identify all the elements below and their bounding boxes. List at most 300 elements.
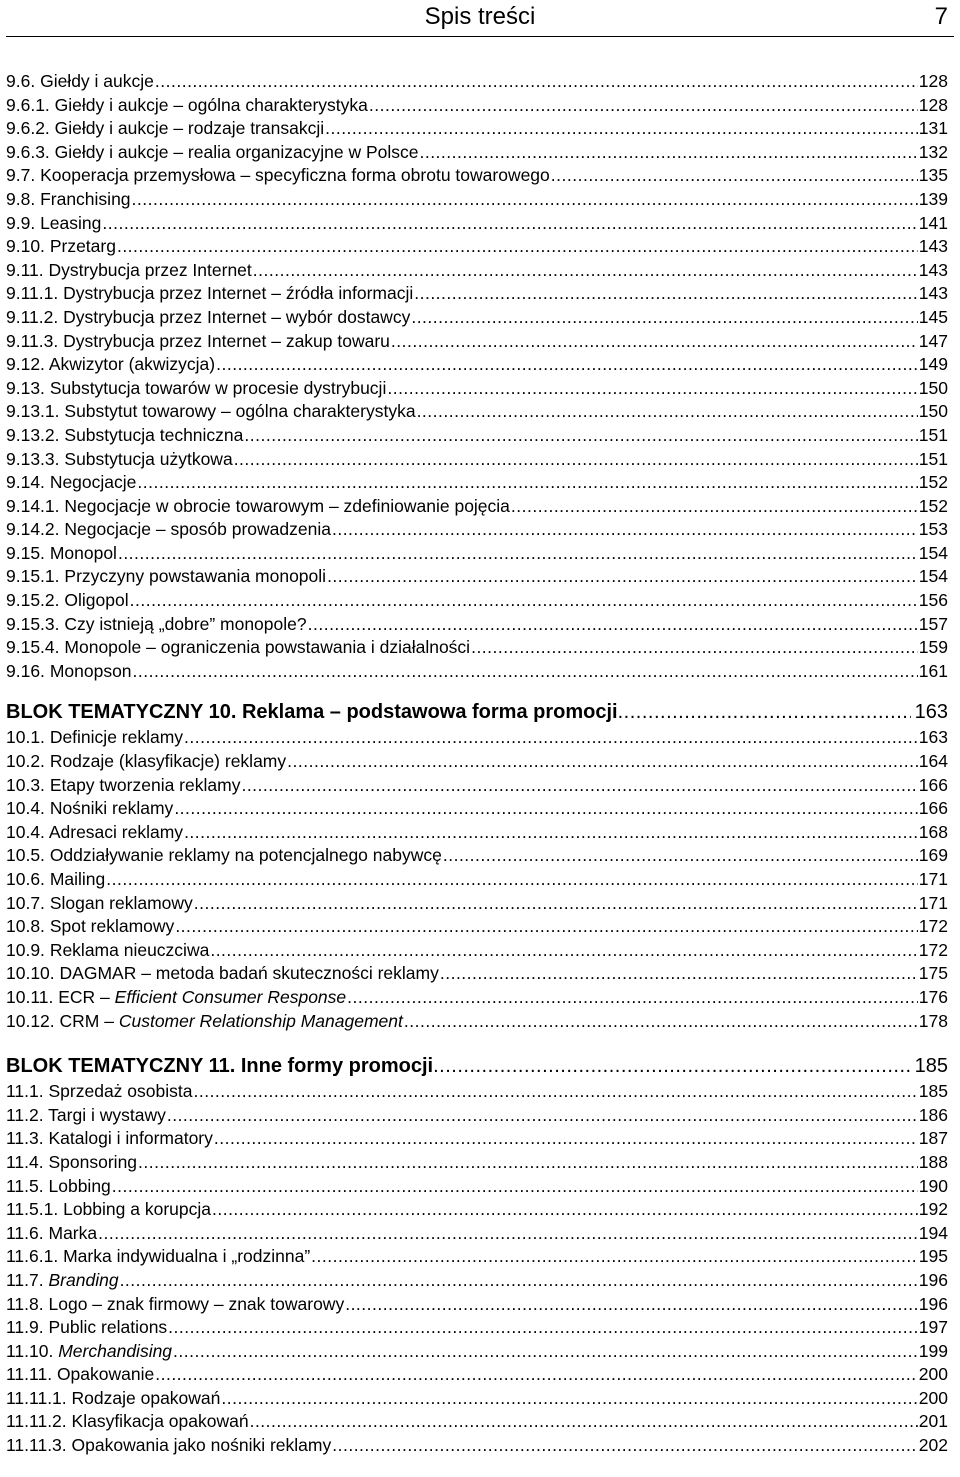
toc-entry-page: 192	[918, 1199, 948, 1220]
toc-entry-title	[6, 400, 417, 424]
toc-entry-number: 11.4.	[6, 1151, 44, 1172]
toc-entry-text: Akwizytor (akwizycja)	[48, 354, 216, 375]
toc-entry-title	[6, 821, 184, 845]
toc-entry-title	[6, 212, 102, 236]
toc-entry[interactable]	[6, 939, 948, 963]
toc-entry-page: 128	[918, 71, 948, 91]
toc-entry[interactable]	[6, 1198, 948, 1222]
toc-entry[interactable]	[6, 424, 948, 448]
toc-entry-text: Leasing	[40, 212, 102, 233]
toc-entry-text: Sprzedaż osobista	[48, 1081, 193, 1102]
toc-entry-page: 186	[918, 1104, 948, 1125]
toc-entry-title	[6, 1387, 221, 1411]
toc-entry[interactable]	[6, 1104, 948, 1128]
toc-entry-title	[6, 1175, 112, 1199]
toc-entry-number: 9.16.	[6, 660, 45, 681]
section-10-list	[6, 726, 948, 1033]
toc-entry[interactable]	[6, 844, 948, 868]
toc-entry-page: 169	[918, 845, 948, 866]
toc-entry-title	[6, 565, 327, 589]
toc-entry[interactable]	[6, 282, 948, 306]
toc-entry-number: 11.11.3.	[6, 1435, 67, 1456]
toc-entry-page: 164	[918, 751, 948, 772]
toc-entry-title	[6, 188, 132, 212]
dot-leader	[173, 1340, 918, 1364]
toc-entry[interactable]	[6, 330, 948, 354]
toc-entry-text: Przetarg	[49, 236, 116, 257]
dot-leader	[440, 962, 918, 986]
toc-entry-text: Opakowania jako nośniki reklamy	[71, 1435, 332, 1456]
toc-entry-text: Sponsoring	[48, 1151, 138, 1172]
toc-entry-text: Nośniki reklamy	[49, 798, 174, 819]
toc-entry-number: 11.10.	[6, 1340, 54, 1361]
toc-entry-number: 9.14.	[6, 472, 45, 493]
toc-entry[interactable]	[6, 1127, 948, 1151]
dot-leader	[253, 259, 918, 283]
toc-entry-text: Giełdy i aukcje – ogólna charakterystyka	[54, 94, 368, 115]
toc-entry-page: 132	[918, 141, 948, 162]
toc-entry-title	[6, 1222, 98, 1246]
toc-entry-number: 10.10.	[6, 963, 55, 984]
page-header	[6, 0, 954, 37]
toc-entry[interactable]	[6, 542, 948, 566]
toc-entry-page: 149	[918, 354, 948, 375]
toc-entry-text: Substytucja techniczna	[64, 424, 244, 445]
toc-entry-number: 9.13.	[6, 377, 45, 398]
toc-entry-italic-text: Merchandising	[58, 1340, 173, 1361]
dot-leader	[112, 1175, 918, 1199]
toc-entry-text: Monopole – ograniczenia powstawania i działalności	[64, 637, 471, 658]
toc-entry-page: 147	[918, 330, 948, 351]
toc-entry-page: 166	[918, 798, 948, 819]
dot-leader	[117, 235, 918, 259]
dot-leader	[387, 377, 917, 401]
toc-entry-page: 145	[918, 306, 948, 327]
toc-entry-number: 9.13.2.	[6, 424, 60, 445]
toc-entry-number: 11.11.1.	[6, 1387, 67, 1408]
toc-entry[interactable]	[6, 868, 948, 892]
dot-leader	[308, 613, 918, 637]
toc-entry[interactable]	[6, 750, 948, 774]
toc-entry[interactable]	[6, 1340, 948, 1364]
toc-entry-text: Lobbing a korupcja	[63, 1199, 211, 1220]
dot-leader	[443, 844, 918, 868]
toc-entry-page: 188	[918, 1151, 948, 1172]
toc-entry[interactable]	[6, 1387, 948, 1411]
toc-entry-title	[6, 892, 194, 916]
toc-entry-number: 9.15.1.	[6, 566, 60, 587]
block-10-title: BLOK TEMATYCZNY 10. Reklama – podstawowa forma promocji	[6, 701, 618, 724]
toc-entry[interactable]	[6, 1410, 948, 1434]
toc-entry-page: 154	[918, 566, 948, 587]
toc-entry-title	[6, 495, 511, 519]
toc-entry-text: Giełdy i aukcje – realia organizacyjne w Polsce	[54, 141, 419, 162]
toc-entry-page: 190	[918, 1175, 948, 1196]
dot-leader	[332, 1434, 918, 1458]
toc-entry-page: 150	[918, 377, 948, 398]
toc-entry[interactable]	[6, 1151, 948, 1175]
toc-entry-number: 9.11.3.	[6, 330, 59, 351]
toc-entry-number: 11.9.	[6, 1317, 44, 1338]
block-10-heading[interactable]	[6, 699, 948, 726]
toc-entry-text: Substytucja towarów w procesie dystrybucji	[49, 377, 387, 398]
toc-entry-number: 10.9.	[6, 939, 45, 960]
toc-entry-title	[6, 1245, 311, 1269]
toc-entry[interactable]	[6, 235, 948, 259]
toc-entry[interactable]	[6, 797, 948, 821]
toc-entry-number: 9.6.2.	[6, 118, 50, 139]
toc-entry-page: 195	[918, 1246, 948, 1267]
toc-entry-title	[6, 1127, 214, 1151]
toc-entry-title	[6, 660, 133, 684]
dot-leader	[210, 939, 917, 963]
toc-entry-title	[6, 377, 387, 401]
toc-entry-title	[6, 750, 287, 774]
table-of-contents	[6, 70, 948, 1458]
toc-entry-text: Targi i wystawy	[48, 1104, 166, 1125]
dot-leader	[193, 1080, 917, 1104]
toc-entry-page: 143	[918, 259, 948, 280]
toc-entry[interactable]	[6, 613, 948, 637]
toc-entry-number: 10.1.	[6, 727, 45, 748]
page-title: Spis treści	[424, 3, 536, 30]
toc-entry-text: Giełdy i aukcje	[40, 71, 154, 91]
toc-entry-title	[6, 542, 118, 566]
toc-entry-text: Negocjacje w obrocie towarowym – zdefiniowanie pojęcia	[64, 495, 510, 516]
toc-entry-page: 201	[918, 1411, 948, 1432]
toc-entry-number: 11.11.2.	[6, 1411, 67, 1432]
toc-entry[interactable]	[6, 986, 948, 1010]
toc-entry-page: 151	[918, 424, 948, 445]
toc-entry-italic-text: Customer Relationship Management	[118, 1010, 403, 1031]
toc-entry-number: 10.12.	[6, 1010, 55, 1031]
toc-entry-title	[6, 1293, 345, 1317]
toc-entry-page: 135	[918, 165, 948, 186]
toc-entry[interactable]	[6, 962, 948, 986]
toc-entry[interactable]	[6, 212, 948, 236]
toc-entry-page: 161	[918, 660, 948, 681]
toc-entry-number: 11.5.1.	[6, 1199, 59, 1220]
toc-entry-text: Definicje reklamy	[49, 727, 184, 748]
toc-entry-number: 11.2.	[6, 1104, 44, 1125]
toc-entry-page: 139	[918, 188, 948, 209]
toc-entry-number: 9.13.1.	[6, 401, 60, 422]
toc-entry[interactable]	[6, 377, 948, 401]
toc-entry[interactable]	[6, 94, 948, 118]
dot-leader	[130, 589, 918, 613]
toc-entry[interactable]	[6, 660, 948, 684]
toc-entry-text: DAGMAR – metoda badań skuteczności reklamy	[59, 963, 439, 984]
toc-entry-number: 10.4.	[6, 821, 45, 842]
toc-entry-text: Opakowanie	[56, 1364, 155, 1385]
toc-entry-number: 9.8.	[6, 188, 36, 209]
toc-entry-number: 9.11.2.	[6, 306, 59, 327]
dot-leader	[244, 424, 917, 448]
toc-entry[interactable]	[6, 1080, 948, 1104]
block-10-page: 163	[914, 701, 948, 724]
toc-entry-number: 9.14.2.	[6, 519, 60, 540]
toc-entry[interactable]	[6, 1293, 948, 1317]
dot-leader	[311, 1245, 918, 1269]
toc-entry-page: 175	[918, 963, 948, 984]
toc-entry-number: 9.9.	[6, 212, 36, 233]
dot-leader	[174, 797, 917, 821]
toc-entry-title	[6, 1198, 212, 1222]
toc-entry[interactable]	[6, 518, 948, 542]
toc-entry[interactable]	[6, 1363, 948, 1387]
toc-entry[interactable]	[6, 774, 948, 798]
toc-entry-title	[6, 868, 106, 892]
toc-entry-number: 9.10.	[6, 236, 45, 257]
dot-leader	[98, 1222, 918, 1246]
toc-entry-text: Spot reklamowy	[49, 916, 175, 937]
toc-entry-page: 194	[918, 1222, 948, 1243]
dot-leader	[325, 117, 918, 141]
toc-entry-page: 171	[918, 869, 948, 889]
toc-entry-page: 151	[918, 448, 948, 469]
toc-entry-title	[6, 518, 332, 542]
toc-entry-italic-text: Branding	[48, 1269, 119, 1290]
toc-entry-title	[6, 1410, 250, 1434]
toc-entry-title	[6, 235, 117, 259]
toc-entry[interactable]	[6, 495, 948, 519]
toc-entry-text: Reklama nieuczciwa	[49, 939, 210, 960]
toc-entry-text: Mailing	[49, 869, 106, 889]
toc-entry-text: Slogan reklamowy	[49, 892, 193, 913]
toc-entry-title	[6, 70, 155, 94]
toc-entry[interactable]	[6, 821, 948, 845]
toc-entry-title	[6, 1269, 120, 1293]
toc-entry-page: 159	[918, 637, 948, 658]
section-11-list	[6, 1080, 948, 1458]
toc-entry-text: Klasyfikacja opakowań	[71, 1411, 249, 1432]
toc-entry[interactable]	[6, 448, 948, 472]
dot-leader	[221, 1387, 917, 1411]
toc-entry-text: Negocjacje – sposób prowadzenia	[64, 519, 331, 540]
toc-entry-page: 187	[918, 1128, 948, 1149]
toc-entry[interactable]	[6, 915, 948, 939]
toc-entry[interactable]	[6, 164, 948, 188]
dot-leader	[287, 750, 918, 774]
toc-entry[interactable]	[6, 400, 948, 424]
toc-entry-title	[6, 1434, 332, 1458]
toc-entry-page: 153	[918, 519, 948, 540]
toc-entry-number: 11.1.	[6, 1081, 44, 1102]
toc-entry-title	[6, 164, 551, 188]
section-9-list	[6, 70, 948, 683]
toc-entry-page: 171	[918, 892, 948, 913]
toc-entry-number: 10.6.	[6, 869, 45, 889]
toc-entry-text: Rodzaje opakowań	[71, 1387, 221, 1408]
toc-entry-page: 141	[918, 212, 948, 233]
dot-leader	[511, 495, 918, 519]
toc-entry[interactable]	[6, 259, 948, 283]
toc-entry-page: 202	[918, 1435, 948, 1456]
toc-entry-title	[6, 774, 241, 798]
toc-entry-page: 166	[918, 774, 948, 795]
toc-entry-page: 197	[918, 1317, 948, 1338]
toc-entry-title	[6, 797, 174, 821]
dot-leader	[138, 1151, 918, 1175]
toc-entry-text: Kooperacja przemysłowa – specyficzna forma obrotu towarowego	[40, 165, 550, 186]
toc-entry-title	[6, 939, 210, 963]
dot-leader	[106, 868, 918, 892]
toc-entry-text: Rodzaje (klasyfikacje) reklamy	[49, 751, 287, 772]
toc-entry[interactable]	[6, 353, 948, 377]
toc-entry-title	[6, 330, 391, 354]
dot-leader	[433, 1053, 911, 1080]
dot-leader	[102, 212, 917, 236]
toc-entry-title	[6, 94, 369, 118]
toc-entry-number: 9.11.	[6, 259, 44, 280]
toc-entry-number: 9.11.1.	[6, 283, 59, 304]
dot-leader	[471, 636, 918, 660]
dot-leader	[118, 542, 918, 566]
toc-entry-number: 11.11.	[6, 1364, 53, 1385]
toc-entry-page: 152	[918, 472, 948, 493]
dot-leader	[216, 353, 918, 377]
toc-entry-text: Substytut towarowy – ogólna charakterystyka	[64, 401, 416, 422]
toc-entry-page: 200	[918, 1364, 948, 1385]
toc-entry-title	[6, 117, 325, 141]
toc-entry-page: 157	[918, 613, 948, 634]
toc-entry-text: Katalogi i informatory	[48, 1128, 213, 1149]
toc-entry[interactable]	[6, 1269, 948, 1293]
toc-entry-page: 152	[918, 495, 948, 516]
toc-entry-text: Oligopol	[64, 590, 129, 611]
toc-entry-title	[6, 986, 347, 1010]
toc-entry-number: 11.6.1.	[6, 1246, 59, 1267]
toc-entry-text: Substytucja użytkowa	[64, 448, 233, 469]
toc-entry[interactable]	[6, 1222, 948, 1246]
toc-entry-title	[6, 282, 414, 306]
toc-entry-text: ECR –	[58, 986, 115, 1007]
dot-leader	[120, 1269, 918, 1293]
toc-entry[interactable]	[6, 636, 948, 660]
toc-entry[interactable]	[6, 892, 948, 916]
toc-entry-page: 196	[918, 1269, 948, 1290]
toc-entry-text: Negocjacje	[49, 472, 137, 493]
toc-entry-text: Public relations	[48, 1317, 168, 1338]
toc-entry-title	[6, 1104, 167, 1128]
toc-entry-page: 172	[918, 939, 948, 960]
toc-entry-text: Logo – znak firmowy – znak towarowy	[48, 1293, 345, 1314]
dot-leader	[155, 70, 918, 94]
toc-entry[interactable]	[6, 1175, 948, 1199]
dot-leader	[419, 141, 917, 165]
toc-entry-text: Oddziaływanie reklamy na potencjalnego nabywcę	[49, 845, 442, 866]
toc-entry-title	[6, 844, 443, 868]
toc-entry-text: Etapy tworzenia reklamy	[49, 774, 241, 795]
toc-entry-text: Franchising	[40, 188, 131, 209]
dot-leader	[214, 1127, 918, 1151]
toc-entry[interactable]	[6, 565, 948, 589]
toc-entry-number: 9.6.	[6, 71, 36, 91]
toc-entry-text: Dystrybucja przez Internet – wybór dostawcy	[63, 306, 411, 327]
toc-entry-number: 9.15.	[6, 542, 45, 563]
dot-leader	[167, 1104, 918, 1128]
toc-entry-number: 9.6.1.	[6, 94, 50, 115]
toc-entry-italic-text: Efficient Consumer Response	[114, 986, 347, 1007]
dot-leader	[234, 448, 918, 472]
dot-leader	[133, 660, 918, 684]
toc-entry-page: 196	[918, 1293, 948, 1314]
toc-entry-number: 11.5.	[6, 1175, 44, 1196]
toc-entry-title	[6, 726, 184, 750]
toc-entry-number: 9.15.3.	[6, 613, 60, 634]
toc-entry[interactable]	[6, 70, 948, 94]
toc-entry-number: 10.7.	[6, 892, 45, 913]
toc-entry-page: 128	[918, 94, 948, 115]
toc-entry-title	[6, 424, 244, 448]
toc-entry-number: 9.6.3.	[6, 141, 50, 162]
toc-entry-title	[6, 141, 419, 165]
toc-entry-page: 185	[918, 1081, 948, 1102]
toc-entry[interactable]	[6, 589, 948, 613]
dot-leader	[411, 306, 917, 330]
toc-entry-number: 10.8.	[6, 916, 45, 937]
toc-entry-number: 11.3.	[6, 1128, 44, 1149]
toc-entry-title	[6, 1151, 138, 1175]
toc-entry-text: Marka	[48, 1222, 98, 1243]
toc-entry-number: 9.13.3.	[6, 448, 60, 469]
toc-entry[interactable]	[6, 188, 948, 212]
toc-entry[interactable]	[6, 1316, 948, 1340]
toc-entry[interactable]	[6, 141, 948, 165]
toc-entry-page: 150	[918, 401, 948, 422]
toc-entry[interactable]	[6, 471, 948, 495]
toc-entry-text: Dystrybucja przez Internet – zakup towaru	[63, 330, 390, 351]
toc-entry[interactable]	[6, 1010, 948, 1034]
toc-entry-page: 199	[918, 1340, 948, 1361]
toc-entry-number: 10.4.	[6, 798, 45, 819]
toc-entry-number: 9.15.2.	[6, 590, 60, 611]
page-number: 7	[934, 3, 948, 30]
toc-entry-text: Giełdy i aukcje – rodzaje transakcji	[54, 118, 325, 139]
dot-leader	[241, 774, 917, 798]
dot-leader	[417, 400, 918, 424]
toc-entry-text: Czy istnieją „dobre” monopole?	[64, 613, 307, 634]
toc-entry[interactable]	[6, 1434, 948, 1458]
toc-entry-title	[6, 1080, 193, 1104]
toc-entry-page: 178	[918, 1010, 948, 1031]
block-11-heading[interactable]	[6, 1053, 948, 1080]
toc-entry-number: 10.11.	[6, 986, 54, 1007]
toc-entry-page: 143	[918, 236, 948, 257]
toc-entry[interactable]	[6, 1245, 948, 1269]
toc-entry-page: 168	[918, 821, 948, 842]
toc-entry[interactable]	[6, 117, 948, 141]
toc-entry-title	[6, 471, 137, 495]
dot-leader	[132, 188, 918, 212]
toc-entry[interactable]	[6, 306, 948, 330]
toc-entry-page: 143	[918, 283, 948, 304]
dot-leader	[184, 821, 918, 845]
toc-entry-number: 10.2.	[6, 751, 45, 772]
dot-leader	[137, 471, 917, 495]
toc-entry-number: 11.6.	[6, 1222, 44, 1243]
toc-entry-page: 176	[918, 986, 948, 1007]
toc-entry-text: Przyczyny powstawania monopoli	[64, 566, 327, 587]
dot-leader	[391, 330, 918, 354]
dot-leader	[175, 915, 917, 939]
toc-entry-text: Dystrybucja przez Internet	[48, 259, 252, 280]
toc-entry-text: Monopol	[49, 542, 117, 563]
toc-entry-title	[6, 915, 175, 939]
toc-entry-number: 11.7.	[6, 1269, 44, 1290]
toc-entry-text: Marka indywidualna i „rodzinna”	[63, 1246, 311, 1267]
toc-entry[interactable]	[6, 726, 948, 750]
